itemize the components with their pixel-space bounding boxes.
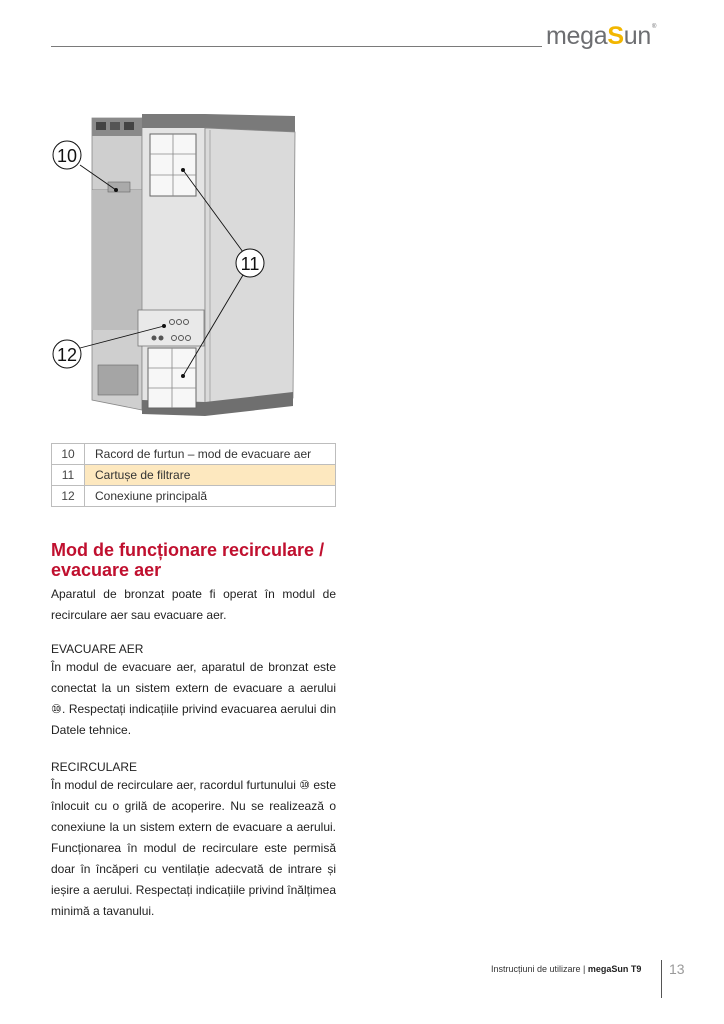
header-rule (51, 46, 542, 47)
evacuare-heading: EVACUARE AER (51, 642, 144, 656)
legend-text: Racord de furtun – mod de evacuare aer (85, 444, 336, 465)
legend-text: Conexiune principală (85, 486, 336, 507)
callout-11 (236, 249, 264, 277)
megasun-logo: megaSun® (546, 22, 657, 50)
legend-row-highlighted (52, 465, 336, 486)
recirculare-heading: RECIRCULARE (51, 760, 138, 774)
recirculare-paragraph: În modul de recirculare aer, racordul furtunului ⑩ este înlocuit cu o grilă de acoperire. Nu se realizează o conexiune la un sistem extern de evacuare a aerului. Funcționarea în modul de recirculare este permisă doar în încăperi cu ventilație adecvată de intrare și ieșire a aerului. Respectați indicațiile privind înălțimea minimă a tavanului. (51, 778, 336, 918)
footer-divider (661, 960, 662, 998)
footer-product: megaSun T9 (587, 964, 642, 974)
device-illustration (50, 110, 310, 425)
page-number: 13 (669, 961, 685, 977)
callout-12 (53, 340, 81, 368)
legend-num: 12 (52, 486, 85, 507)
legend-num: 10 (52, 444, 85, 465)
legend-row (52, 486, 336, 507)
footer-doc-title: Instrucțiuni de utilizare | megaSun T9 (491, 964, 642, 974)
svg-text:10: 10 (56, 146, 78, 166)
legend-text: Cartușe de filtrare (85, 465, 336, 486)
svg-text:12: 12 (56, 345, 78, 365)
legend-num: 11 (52, 465, 85, 486)
legend-row (52, 444, 336, 465)
legend-table (51, 443, 336, 507)
evacuare-paragraph: În modul de evacuare aer, aparatul de bronzat este conectat la un sistem extern de evacuare a aerului ⑩. Respectați indicațiile privind evacuarea aerului din Datele tehnice. (51, 660, 336, 737)
section-title: Mod de funcționare recirculare / evacuare aer (51, 540, 325, 580)
intro-paragraph: Aparatul de bronzat poate fi operat în modul de recirculare aer sau evacuare aer. (51, 587, 336, 622)
svg-text:11: 11 (240, 254, 260, 274)
callout-10 (53, 141, 81, 169)
